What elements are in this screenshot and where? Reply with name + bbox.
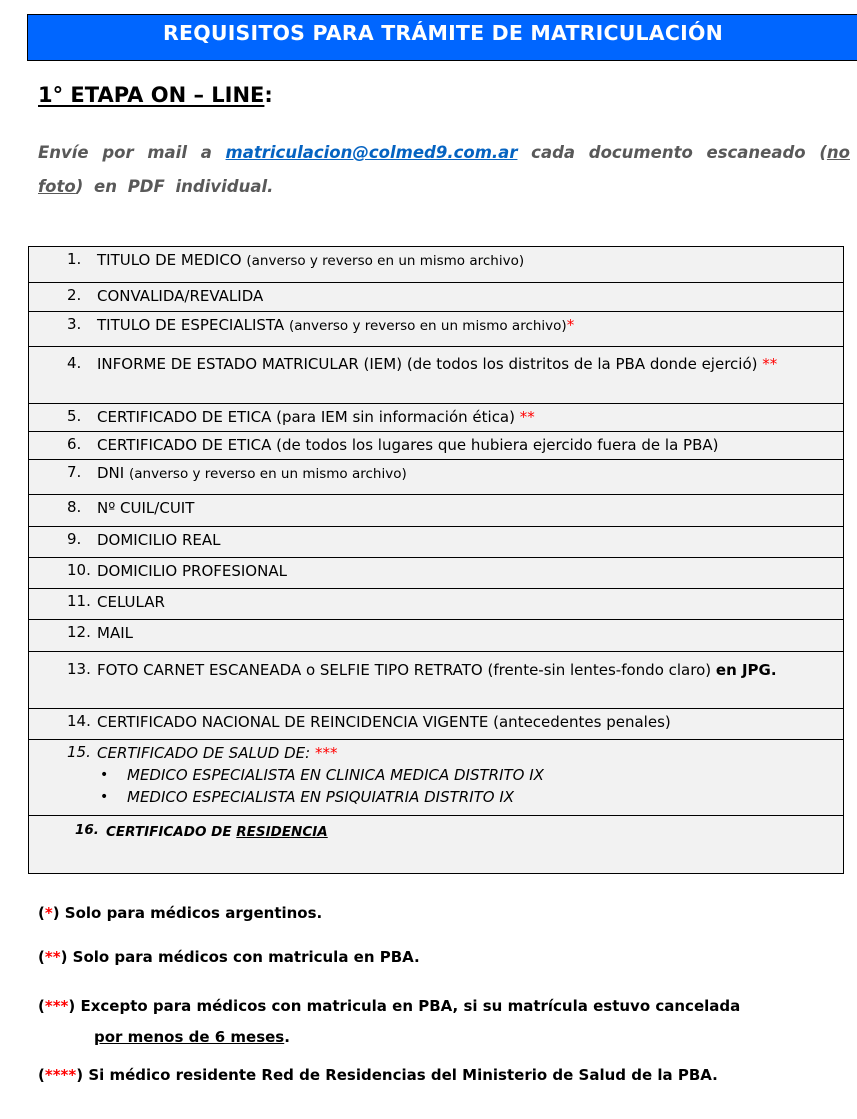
table-row	[29, 709, 843, 740]
item-main: TITULO DE ESPECIALISTA	[97, 316, 289, 334]
table-row	[29, 312, 843, 347]
intro-text: cada documento escaneado (	[517, 143, 827, 162]
item-main: FOTO CARNET ESCANEADA o SELFIE TIPO RETRATO (frente-sin lentes-fondo claro)	[97, 661, 716, 679]
item-number: 8.	[67, 498, 82, 516]
item-number: 4.	[67, 354, 82, 372]
health-certificate-list	[97, 764, 831, 808]
footnote-mark: ****	[44, 1066, 77, 1084]
item-text: DOMICILIO PROFESIONAL	[97, 562, 287, 580]
footnote-mark: **	[44, 948, 61, 966]
item-text: MAIL	[97, 624, 133, 642]
table-row	[29, 247, 843, 283]
paren: (	[38, 997, 45, 1015]
footnote-end: .	[284, 1028, 290, 1046]
list-item: • MEDICO ESPECIALISTA EN PSIQUIATRIA DISTRITO IX	[97, 786, 831, 808]
item-text	[97, 660, 831, 681]
item-number: 12.	[67, 623, 91, 641]
item-main: CERTIFICADO DE	[106, 824, 237, 840]
paren: )	[60, 948, 73, 966]
footnote-mark: **	[762, 355, 778, 373]
item-detail: (anverso y reverso en un mismo archivo)	[128, 466, 407, 482]
item-text	[97, 315, 831, 337]
list-item: • MEDICO ESPECIALISTA EN CLINICA MEDICA DISTRITO IX	[97, 764, 831, 786]
title-banner	[27, 14, 857, 61]
item-detail: (anverso y reverso en un mismo archivo)	[288, 318, 567, 334]
footnote-text: Excepto para médicos con matricula en PBA, si su matrícula estuvo cancelada	[80, 997, 741, 1015]
item-text	[97, 407, 831, 428]
item-number: 1.	[67, 250, 82, 268]
requirements-table	[28, 246, 844, 874]
intro-text: ) en PDF individual.	[75, 177, 274, 196]
item-number: 15.	[67, 743, 91, 761]
table-row	[29, 460, 843, 495]
item-underlined: RESIDENCIA	[236, 824, 328, 840]
footnote-underlined: por menos de 6 meses	[94, 1028, 285, 1046]
email-link[interactable]: matriculacion@colmed9.com.ar	[225, 143, 518, 162]
stage-heading	[38, 83, 273, 107]
footnote-text: Solo para médicos con matricula en PBA.	[72, 948, 420, 966]
item-format: en JPG.	[715, 661, 777, 679]
item-number: 5.	[67, 407, 82, 425]
paren: (	[38, 904, 45, 922]
table-row	[29, 589, 843, 620]
item-text: CONVALIDA/REVALIDA	[97, 287, 264, 305]
table-row	[29, 283, 843, 312]
table-row	[29, 347, 843, 404]
item-text: Nº CUIL/CUIT	[97, 499, 195, 517]
table-row	[29, 527, 843, 558]
footnote	[38, 991, 838, 1053]
item-text: CERTIFICADO DE ETICA (de todos los lugares que hubiera ejercido fuera de la PBA)	[97, 436, 719, 454]
table-row	[29, 652, 843, 709]
intro-text: Envíe por mail a	[38, 143, 226, 162]
item-number: 10.	[67, 561, 91, 579]
item-number: 2.	[67, 286, 82, 304]
table-row	[29, 620, 843, 652]
paren: )	[52, 904, 65, 922]
stage-title: 1° ETAPA ON – LINE	[38, 83, 265, 107]
intro-paragraph	[38, 136, 850, 204]
table-row	[29, 495, 843, 527]
stage-colon: :	[264, 83, 273, 107]
paren: (	[38, 1066, 45, 1084]
footnote-mark: **	[519, 408, 535, 426]
footnote-mark: ***	[314, 744, 338, 762]
footnote	[38, 904, 322, 922]
item-main: TITULO DE MEDICO	[97, 251, 247, 269]
item-text: DOMICILIO REAL	[97, 531, 221, 549]
item-text	[97, 354, 831, 375]
table-row	[29, 432, 843, 460]
page-title: REQUISITOS PARA TRÁMITE DE MATRICULACIÓN	[163, 21, 723, 45]
item-number: 11.	[67, 592, 91, 610]
item-text	[97, 250, 831, 272]
item-detail: (anverso y reverso en un mismo archivo)	[246, 253, 525, 269]
item-text: CERTIFICADO NACIONAL DE REINCIDENCIA VIGENTE (antecedentes penales)	[97, 713, 671, 731]
item-text	[97, 743, 831, 808]
item-text	[106, 822, 831, 843]
footnote-mark: ***	[44, 997, 69, 1015]
table-row	[29, 404, 843, 432]
footnote	[38, 948, 420, 966]
item-number: 16.	[75, 822, 99, 838]
footnote	[38, 1066, 718, 1084]
item-number: 14.	[67, 712, 91, 730]
item-number: 9.	[67, 530, 82, 548]
item-text: CELULAR	[97, 593, 165, 611]
footnote-mark: *	[566, 316, 575, 334]
item-number: 3.	[67, 315, 82, 333]
paren: (	[38, 948, 45, 966]
item-main: CERTIFICADO DE SALUD DE:	[97, 744, 315, 762]
item-main: INFORME DE ESTADO MATRICULAR (IEM) (de todos los distritos de la PBA donde ejerció)	[97, 355, 763, 373]
item-main: DNI	[97, 464, 129, 482]
table-row	[29, 558, 843, 589]
paren: )	[76, 1066, 89, 1084]
footnote-text: Si médico residente Red de Residencias del Ministerio de Salud de la PBA.	[88, 1066, 718, 1084]
footnote-mark: *	[44, 904, 53, 922]
table-row	[29, 740, 843, 816]
paren: )	[68, 997, 81, 1015]
item-text	[97, 463, 831, 485]
footnote-text: Solo para médicos argentinos.	[64, 904, 323, 922]
table-row	[29, 816, 843, 873]
no-photo-text: no foto	[38, 143, 850, 196]
item-number: 6.	[67, 435, 82, 453]
item-main: CERTIFICADO DE ETICA (para IEM sin información ética)	[97, 408, 520, 426]
item-number: 13.	[67, 660, 91, 678]
item-number: 7.	[67, 463, 82, 481]
